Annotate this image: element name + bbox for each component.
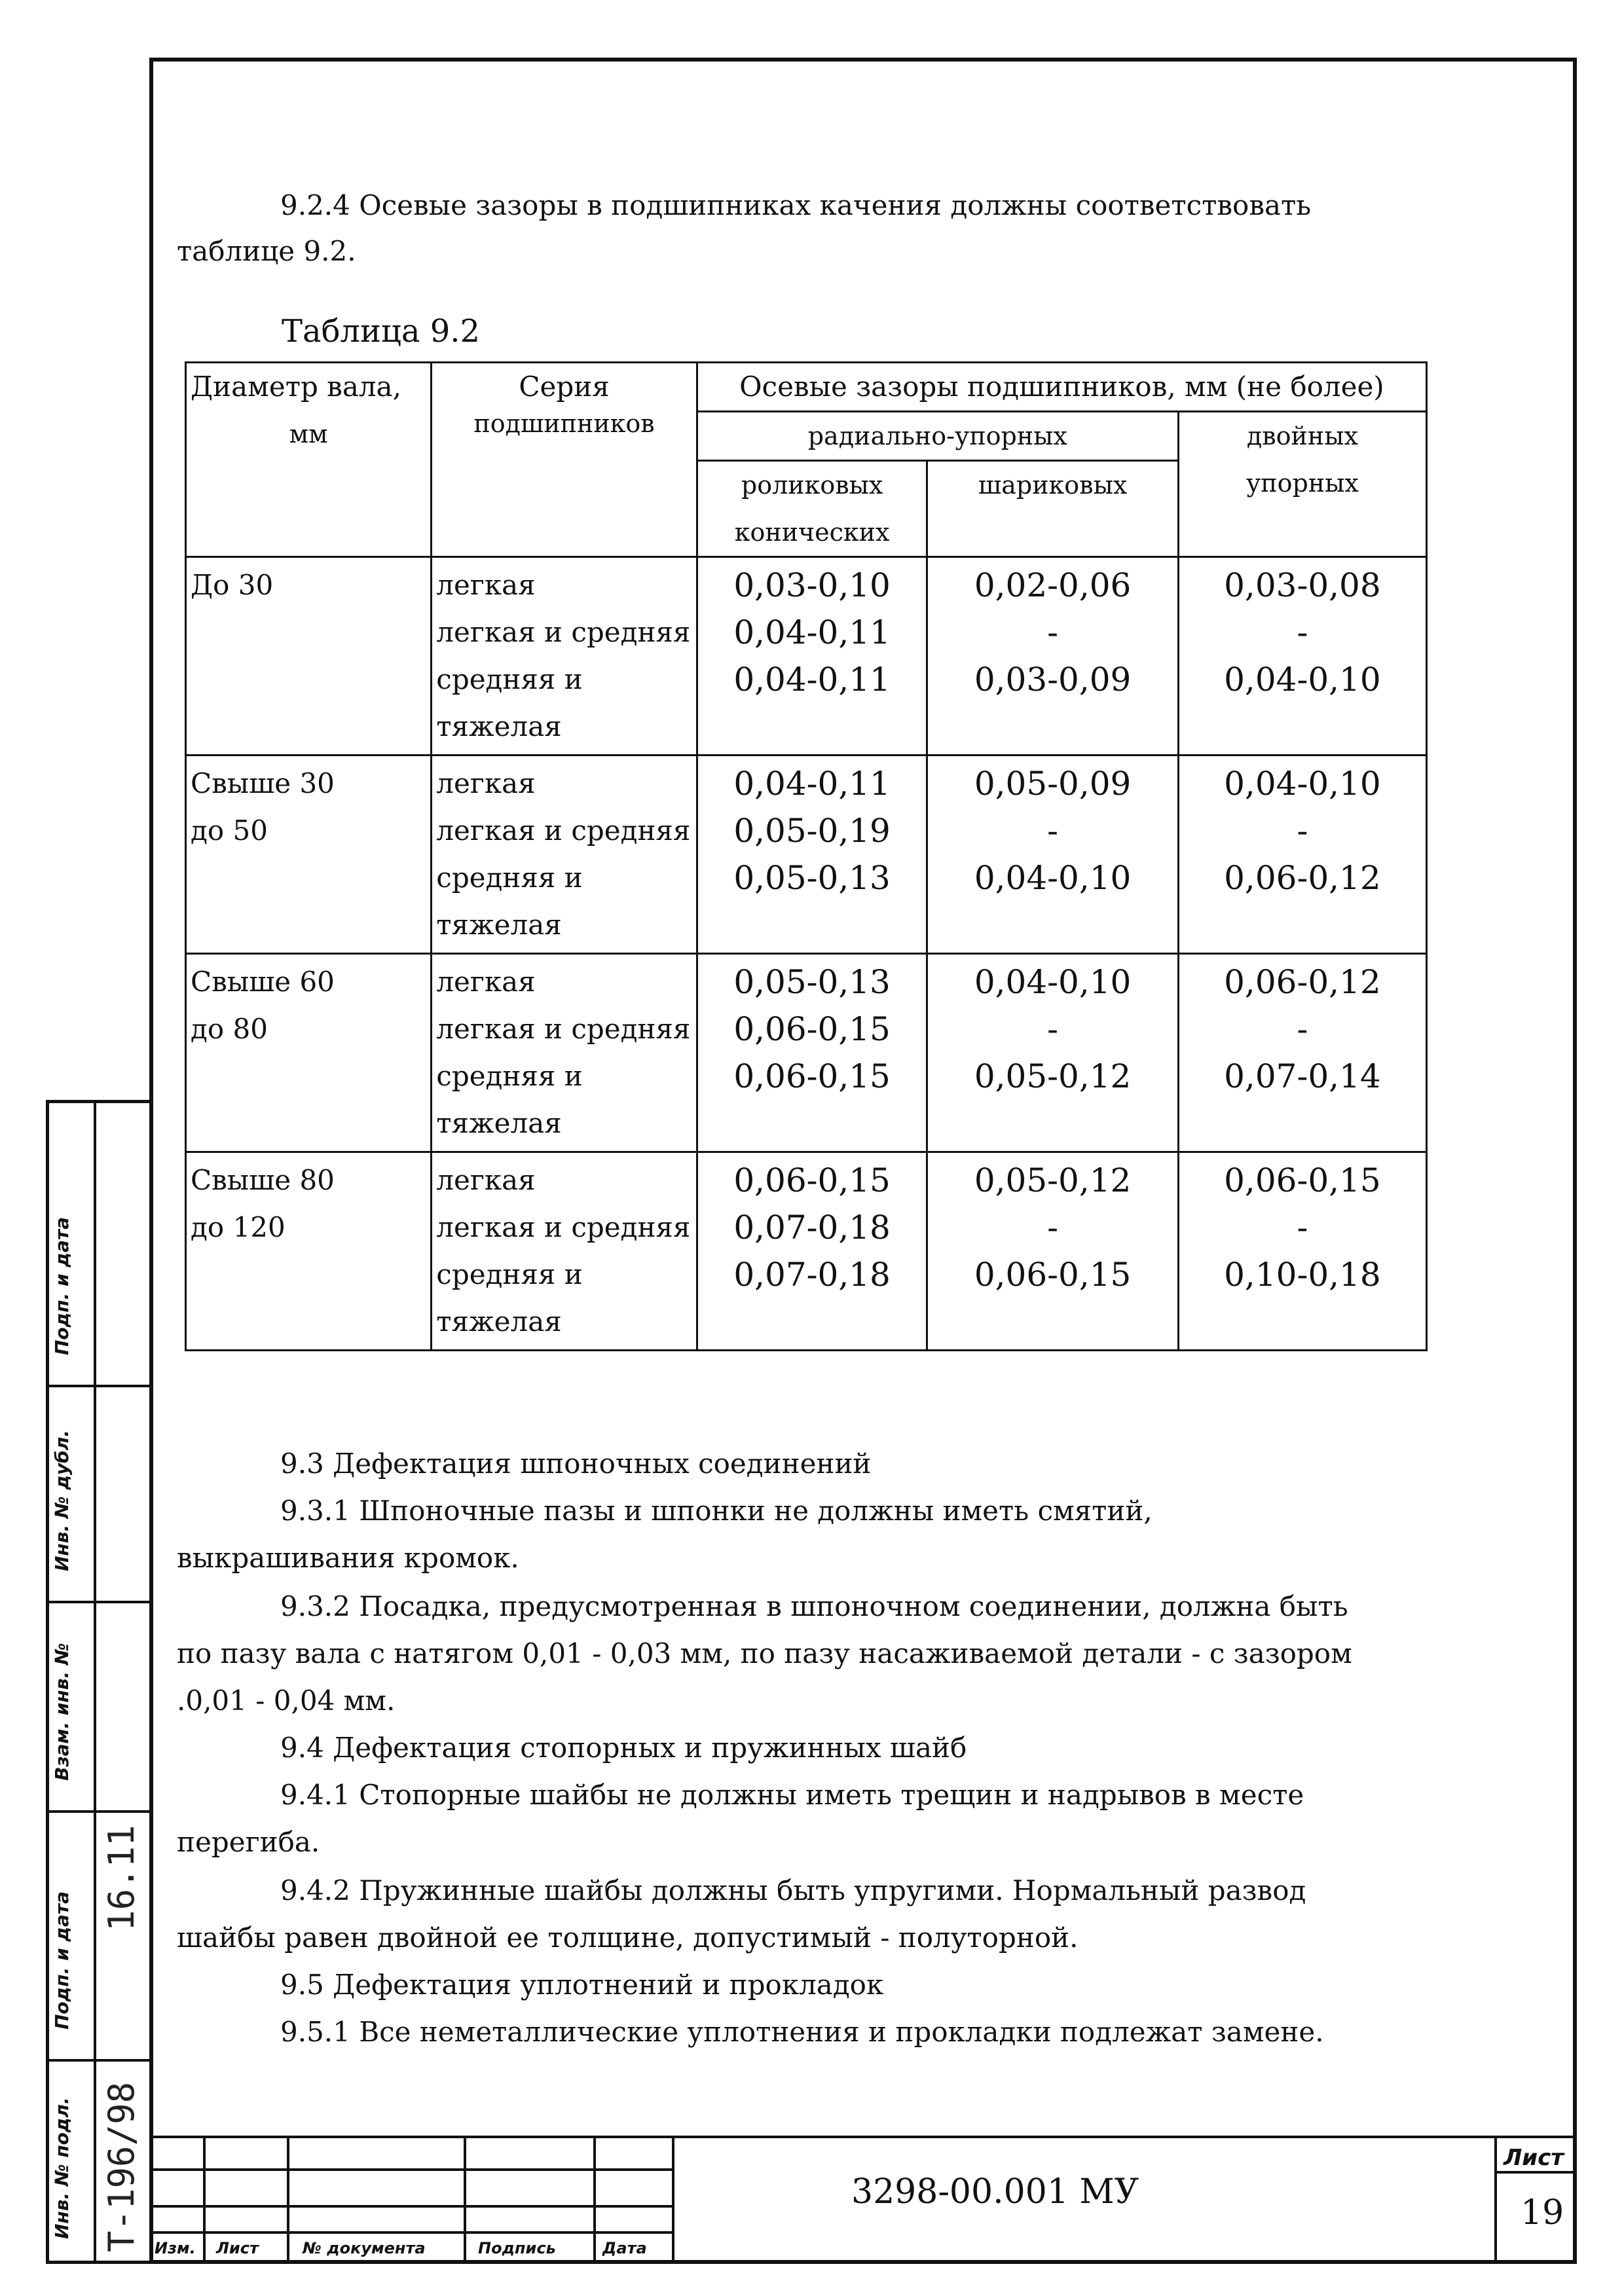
cell-ball: 0,04-0,10 - 0,05-0,12 (927, 954, 1178, 1152)
header-radial: радиально-упорных (697, 412, 1178, 461)
cell-double: 0,04-0,10 - 0,06-0,12 (1178, 756, 1426, 954)
tb-label-signature: Подпись (478, 2239, 556, 2257)
sheet-label: Лист (1504, 2145, 1564, 2171)
header-roller: роликовых конических (697, 461, 927, 557)
cell-ball: 0,05-0,09 - 0,04-0,10 (927, 756, 1178, 954)
side-label-sign-date-2: Подп. и дата (51, 1891, 73, 2030)
side-label-replace-inv: Взам. инв. № (51, 1643, 73, 1781)
cell-series: легкая легкая и средняя средняя и тяжелая (432, 954, 697, 1152)
header-gaps: Осевые зазоры подшипников, мм (не более) (697, 363, 1426, 412)
cell-roller: 0,05-0,13 0,06-0,15 0,06-0,15 (697, 954, 927, 1152)
cell-diameter: Свыше 80 до 120 (186, 1152, 432, 1351)
cell-diameter: Свыше 30 до 50 (186, 756, 432, 954)
cell-double: 0,06-0,12 - 0,07-0,14 (1178, 954, 1426, 1152)
body-line: 9.3.1 Шпоночные пазы и шпонки не должны иметь смятий, (280, 1495, 1153, 1527)
tb-label-change: Изм. (155, 2239, 196, 2257)
cell-series: легкая легкая и средняя средняя и тяжелая (432, 756, 697, 954)
cell-double: 0,03-0,08 - 0,04-0,10 (1178, 557, 1426, 756)
body-line: по пазу вала с натягом 0,01 - 0,03 мм, по пазу насаживаемой детали - с зазором (177, 1637, 1352, 1669)
handwritten-inventory: Т-196/98 (101, 2081, 142, 2252)
table-row (186, 954, 1427, 1152)
body-line: 9.3 Дефектация шпоночных соединений (280, 1448, 872, 1480)
sheet-number: 19 (1521, 2193, 1564, 2232)
para-9-2-4-line1: 9.2.4 Осевые зазоры в подшипниках качения должны соответствовать (280, 189, 1312, 221)
body-line: 9.4.1 Стопорные шайбы не должны иметь трещин и надрывов в месте (280, 1779, 1304, 1811)
header-ball: шариковых (927, 461, 1178, 557)
cell-roller: 0,03-0,10 0,04-0,11 0,04-0,11 (697, 557, 927, 756)
table-9-2 (185, 361, 1428, 1351)
side-label-orig-inv: Инв. № подл. (51, 2097, 73, 2239)
cell-diameter: Свыше 60 до 80 (186, 954, 432, 1152)
table-row (186, 1152, 1427, 1351)
cell-ball: 0,05-0,12 - 0,06-0,15 (927, 1152, 1178, 1351)
body-line: 9.3.2 Посадка, предусмотренная в шпоночном соединении, должна быть (280, 1590, 1348, 1622)
header-diameter: Диаметр вала, мм (186, 363, 432, 557)
cell-roller: 0,04-0,11 0,05-0,19 0,05-0,13 (697, 756, 927, 954)
cell-double: 0,06-0,15 - 0,10-0,18 (1178, 1152, 1426, 1351)
table-caption: Таблица 9.2 (282, 313, 481, 350)
cell-series: легкая легкая и средняя средняя и тяжелая (432, 557, 697, 756)
handwritten-date: 16.11 (101, 1825, 142, 1931)
cell-diameter: До 30 (186, 557, 432, 756)
cell-ball: 0,02-0,06 - 0,03-0,09 (927, 557, 1178, 756)
tb-label-sheet: Лист (216, 2239, 259, 2257)
body-line: перегиба. (177, 1826, 320, 1858)
body-line: шайбы равен двойной ее толщине, допустимый - полуторной. (177, 1922, 1079, 1954)
body-line: выкрашивания кромок. (177, 1542, 519, 1574)
cell-series: легкая легкая и средняя средняя и тяжелая (432, 1152, 697, 1351)
body-line: 9.5.1 Все неметаллические уплотнения и прокладки подлежат замене. (280, 2016, 1324, 2048)
body-line: .0,01 - 0,04 мм. (177, 1685, 396, 1717)
body-line: 9.5 Дефектация уплотнений и прокладок (280, 1969, 884, 2001)
table-row (186, 756, 1427, 954)
tb-label-date: Дата (602, 2239, 647, 2257)
body-line: 9.4.2 Пружинные шайбы должны быть упругими. Нормальный развод (280, 1874, 1306, 1906)
body-line: 9.4 Дефектация стопорных и пружинных шайб (280, 1732, 967, 1764)
cell-roller: 0,06-0,15 0,07-0,18 0,07-0,18 (697, 1152, 927, 1351)
header-double: двойных упорных (1178, 412, 1426, 557)
table-row (186, 557, 1427, 756)
side-label-sign-date-1: Подп. и дата (51, 1216, 73, 1355)
tb-label-docnum: № документа (303, 2239, 426, 2257)
document-code: 3298-00.001 МУ (851, 2172, 1139, 2212)
side-label-dup-inv: Инв. № дубл. (51, 1430, 73, 1571)
header-series: Серия подшипников (432, 363, 697, 557)
para-9-2-4-line2: таблице 9.2. (177, 235, 356, 267)
